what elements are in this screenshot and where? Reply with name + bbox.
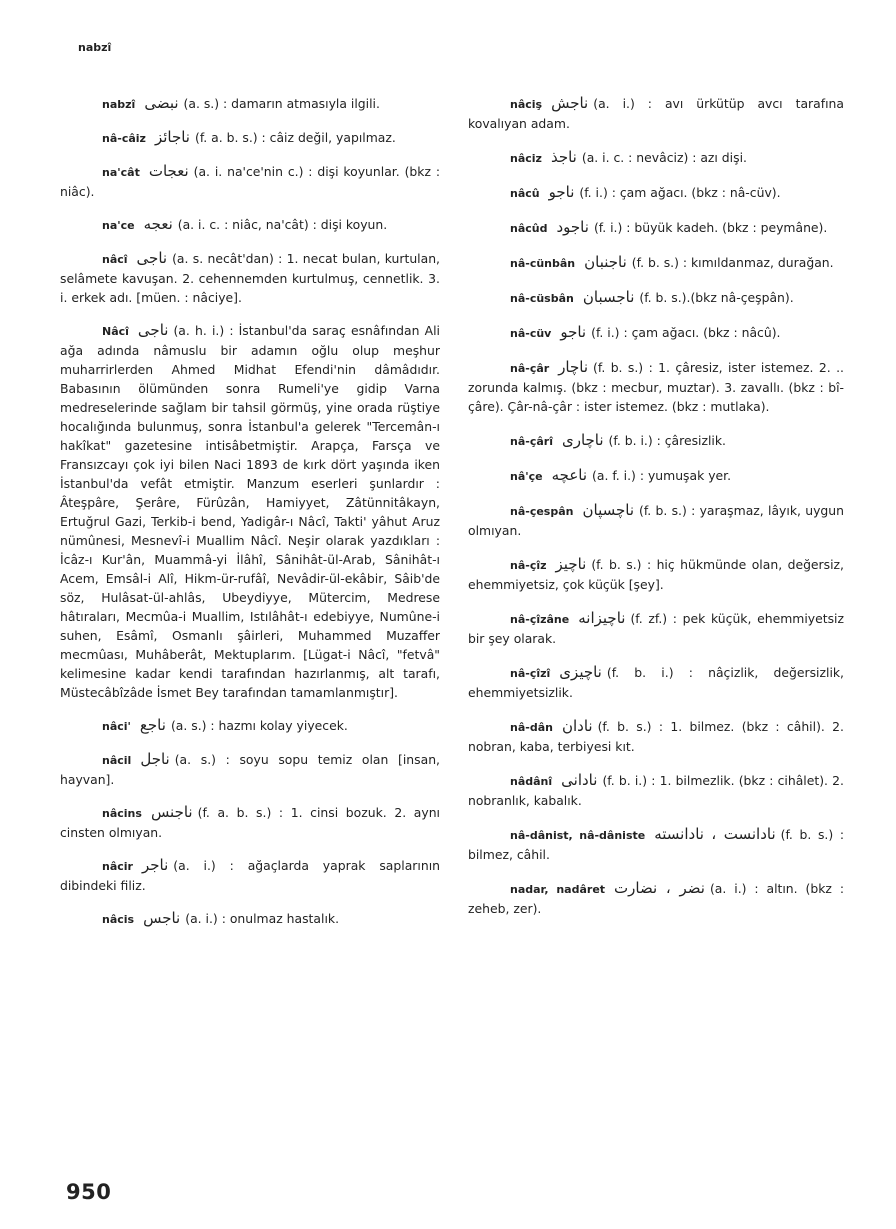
entry-arabic-script: ناچار xyxy=(558,358,589,376)
entry-arabic-script: نضر ، نضارت xyxy=(614,879,705,897)
entry-definition: (f. b. s.) : yaraşmaz, lâyık, uygun olmıyan. xyxy=(468,503,844,538)
entry-headword: nâcû xyxy=(510,187,540,200)
dictionary-entry xyxy=(468,466,844,486)
entry-headword: nadar, nadâret xyxy=(510,883,606,896)
entry-arabic-script: ناجر xyxy=(141,856,169,874)
entry-headword: nâ-çîz xyxy=(510,559,547,572)
entry-arabic-script: ناجذ xyxy=(550,148,577,166)
dictionary-entry xyxy=(468,218,844,238)
entry-arabic-script: نعجات xyxy=(148,162,189,180)
dictionary-entry xyxy=(60,215,440,235)
dictionary-entry xyxy=(60,856,440,895)
entry-arabic-script: ناجس xyxy=(143,909,181,927)
entry-definition: (a. i.) : avı ürkütüp avcı tarafına kovalıyan adam. xyxy=(468,96,844,131)
entry-arabic-script: ناچيزى xyxy=(559,663,602,681)
entry-headword: nâcir xyxy=(102,860,133,873)
right-column xyxy=(468,94,844,933)
entry-headword: nâ-çîzî xyxy=(510,667,551,680)
dictionary-entry xyxy=(468,663,844,702)
entry-headword: na'cât xyxy=(102,166,140,179)
entry-headword: nâcins xyxy=(102,807,142,820)
entry-definition: (f. i.) : çam ağacı. (bkz : nâ-cüv). xyxy=(579,185,781,200)
entry-definition: (a. s.) : hazmı kolay yiyecek. xyxy=(170,718,348,733)
entry-headword: nabzî xyxy=(102,98,136,111)
entry-definition: (a. s. necât'dan) : 1. necat bulan, kurtulan, selâmete kavuşan. 2. cehennemden kurtulmuş, cennetlik. 3. i. erkek adı. [müen. : nâciye]. xyxy=(60,251,440,305)
entry-definition: (f. b. i.) : nâçizlik, değersizlik, ehemmiyetsizlik. xyxy=(468,665,844,700)
entry-arabic-script: ناجو xyxy=(560,323,587,341)
entry-definition: (a. i.) : altın. (bkz : zeheb, zer). xyxy=(468,881,844,916)
entry-definition: (f. b. s.).(bkz nâ-çeşpân). xyxy=(639,290,794,305)
running-head: nabzî xyxy=(78,41,112,54)
entry-arabic-script: ناجل xyxy=(140,750,170,768)
dictionary-entry xyxy=(468,717,844,756)
entry-arabic-script: ناجى xyxy=(137,321,169,339)
entry-arabic-script: ناجنس xyxy=(150,803,193,821)
entry-headword: nâ-dân xyxy=(510,721,553,734)
entry-headword: nâ-câiz xyxy=(102,132,146,145)
entry-definition: (f. a. b. s.) : câiz değil, yapılmaz. xyxy=(194,130,396,145)
entry-headword: nâ-çârî xyxy=(510,435,553,448)
entry-definition: (a. i. c. : nevâciz) : azı dişi. xyxy=(581,150,747,165)
dictionary-entry xyxy=(468,288,844,308)
entry-definition: (f. b. s.) : bilmez, câhil. xyxy=(468,827,844,862)
entry-headword: nâcî xyxy=(102,253,128,266)
dictionary-entry xyxy=(60,321,440,702)
entry-definition: (f. b. i.) : 1. bilmezlik. (bkz : cihâlet). 2. nobranlık, kabalık. xyxy=(468,773,844,808)
entry-definition: (f. i.) : büyük kadeh. (bkz : peymâne). xyxy=(593,220,828,235)
entry-arabic-script: ناجائز xyxy=(154,128,190,146)
dictionary-entry xyxy=(468,148,844,168)
entry-headword: nâciz xyxy=(510,152,542,165)
entry-arabic-script: ناجسبان xyxy=(582,288,635,306)
entry-headword: nâ-cünbân xyxy=(510,257,576,270)
dictionary-entry xyxy=(468,323,844,343)
dictionary-entry xyxy=(468,358,844,416)
entry-arabic-script: ناچيزانه xyxy=(578,609,626,627)
entry-headword: nâ-çespân xyxy=(510,505,574,518)
dictionary-entry xyxy=(468,501,844,540)
entry-arabic-script: نبضى xyxy=(144,94,179,112)
entry-definition: (a. i.) : onulmaz hastalık. xyxy=(185,911,340,926)
entry-headword: nâcis xyxy=(102,913,135,926)
dictionary-entry xyxy=(60,909,440,929)
entry-definition: (f. zf.) : pek küçük, ehemmiyetsiz bir şey olarak. xyxy=(468,611,844,646)
entry-arabic-script: ناچارى xyxy=(561,431,604,449)
entry-headword: nâcil xyxy=(102,754,132,767)
entry-headword: na'ce xyxy=(102,219,135,232)
entry-headword: nâ-çîzâne xyxy=(510,613,570,626)
entry-arabic-script: ناجع xyxy=(139,716,166,734)
entry-headword: nâ-çâr xyxy=(510,362,550,375)
entry-definition: (f. b. i.) : çâresizlik. xyxy=(608,433,726,448)
dictionary-entry xyxy=(468,253,844,273)
entry-arabic-script: نعجه xyxy=(143,215,173,233)
dictionary-entry xyxy=(60,803,440,842)
dictionary-entry xyxy=(468,879,844,918)
entry-arabic-script: نادانست ، نادانسته xyxy=(654,825,776,843)
page-number: 950 xyxy=(66,1180,112,1204)
dictionary-entry xyxy=(60,716,440,736)
entry-definition: (a. h. i.) : İstanbul'da saraç esnâfından Ali ağa adında nâmuslu bir adamın oğlu olup meşhur muharrirlerden Ahmed Midhat Efendi'nin dâmâdıdır. Babasının ölümünden sonra Rumeli'ye gidip Varna medreselerinde sağlam bir tahsil görmüş, yine orada rüştiye hocalığında bulunmuş, sonra İstanbul'a gelerek "Tercemân-ı hakîkat" gazetesine intisâbetmiştir. Arapça, Farsça ve Fransızcayı çok iyi bilen Naci 1893 de kırk dört yaşında iken İstanbul'da vefât etmiştir. Manzum eserleri şunlardır : Âteşpâre, Şerâre, Fürûzân, Hamiyyet, Zâtünnitâkayn, Ertuğrul Gazi, Terkib-i bend, Yadigâr-ı Nâcî, Takti' yâhut Aruz nümûnesi, Mesnevî-i Muallim Nâcî. Neşir olarak yazdıkları : İcâz-ı Kur'ân, Muammâ-yi İlâhî, Sânihât-ül-Arab, Sânihât-ı Acem, Emsâl-i Alî, Hikm-ür-rufâî, Nevâdir-ül-ekâbir, Sâib'de söz, Hulâsat-ül-ahlâs, Ubeydiyye, Mütercim, Medrese hâtıraları, Mecmûa-i Muallim, Istılâhât-ı edebiyye, Numûne-i suhen, Esâmî, Osmanlı şâirleri, Muhammed Muzaffer mecmûası, Muhâberât, Mektuplarım. [Lügat-i Nâcî, "fetvâ" kelimesine kadar kendi tarafından hazırlanmış, alt tarafı, Müstecâbîzâde İsmet Bey tarafından tamamlanmıştır]. xyxy=(60,323,440,700)
entry-arabic-script: ناعچه xyxy=(551,466,588,484)
dictionary-entry xyxy=(468,609,844,648)
entry-arabic-script: ناچيز xyxy=(555,555,587,573)
entry-headword: Nâcî xyxy=(102,325,129,338)
entry-headword: nâcûd xyxy=(510,222,548,235)
entry-arabic-script: ناجش xyxy=(551,94,589,112)
dictionary-entry xyxy=(468,555,844,594)
entry-headword: nâciş xyxy=(510,98,543,111)
left-column xyxy=(60,94,440,943)
entry-definition: (f. b. s.) : hiç hükmünde olan, değersiz, ehemmiyetsiz, çok küçük [şey]. xyxy=(468,557,844,592)
entry-arabic-script: ناجو xyxy=(548,183,575,201)
dictionary-entry xyxy=(60,128,440,148)
entry-definition: (a. i. c. : niâc, na'cât) : dişi koyun. xyxy=(177,217,388,232)
entry-arabic-script: نادانى xyxy=(561,771,598,789)
entry-definition: (f. a. b. s.) : 1. cinsi bozuk. 2. aynı cinsten olmıyan. xyxy=(60,805,440,840)
entry-headword: nâ-cüsbân xyxy=(510,292,574,305)
dictionary-entry xyxy=(468,94,844,133)
entry-definition: (a. f. i.) : yumuşak yer. xyxy=(592,468,732,483)
dictionary-entry xyxy=(468,771,844,810)
entry-definition: (a. i. na'ce'nin c.) : dişi koyunlar. (bkz : niâc). xyxy=(60,164,440,199)
entry-headword: nâ-dânist, nâ-dâniste xyxy=(510,829,646,842)
entry-arabic-script: ناجنبان xyxy=(584,253,627,271)
dictionary-entry xyxy=(60,162,440,201)
dictionary-entry xyxy=(468,183,844,203)
entry-definition: (a. i.) : ağaçlarda yaprak saplarının dibindeki filiz. xyxy=(60,858,440,893)
entry-definition: (f. b. s.) : 1. çâresiz, ister istemez. 2. .. zorunda kalmış. (bkz : mecbur, muztar). 3. zavallı. (bkz : bî-çâre). Çâr-nâ-çâr : ister istemez. (bkz : mutlaka). xyxy=(468,360,844,414)
entry-definition: (f. i.) : çam ağacı. (bkz : nâcû). xyxy=(591,325,781,340)
dictionary-entry xyxy=(468,825,844,864)
entry-definition: (a. s.) : soyu sopu temiz olan [insan, hayvan]. xyxy=(60,752,440,787)
dictionary-entry xyxy=(60,249,440,307)
dictionary-entry xyxy=(60,94,440,114)
dictionary-entry xyxy=(468,431,844,451)
dictionary-entry xyxy=(60,750,440,789)
entry-headword: nâ'çe xyxy=(510,470,543,483)
entry-definition: (f. b. s.) : 1. bilmez. (bkz : câhil). 2. nobran, kaba, terbiyesi kıt. xyxy=(468,719,844,754)
entry-headword: nâci' xyxy=(102,720,131,733)
entry-arabic-script: ناجود xyxy=(556,218,589,236)
entry-arabic-script: ناچسپان xyxy=(582,501,634,519)
entry-arabic-script: ناجى xyxy=(136,249,168,267)
entry-headword: nâ-cüv xyxy=(510,327,552,340)
entry-definition: (f. b. s.) : kımıldanmaz, durağan. xyxy=(631,255,834,270)
entry-headword: nâdânî xyxy=(510,775,553,788)
entry-arabic-script: نادان xyxy=(561,717,593,735)
entry-definition: (a. s.) : damarın atmasıyla ilgili. xyxy=(183,96,380,111)
